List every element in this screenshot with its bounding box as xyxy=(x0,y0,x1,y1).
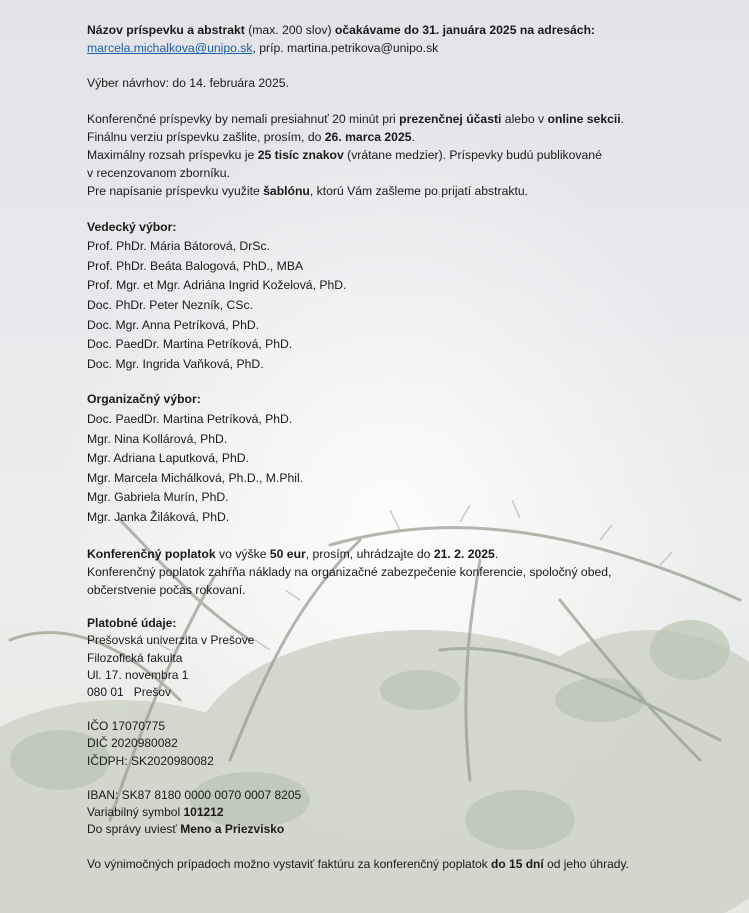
text: . xyxy=(411,129,415,144)
scientific-committee xyxy=(87,218,729,375)
online-section-label: online sekcii xyxy=(547,111,621,126)
proceedings-line: v recenzovanom zborníku. xyxy=(87,166,230,181)
address-line: Prešovská univerzita v Prešove xyxy=(87,633,255,648)
email-petrikova: martina.petrikova@unipo.sk xyxy=(287,41,439,56)
payment-note xyxy=(87,821,729,838)
fee-amount: 50 eur xyxy=(269,546,306,561)
committee-member: Doc. PhDr. Peter Nezník, CSc. xyxy=(87,298,253,312)
committee-member: Prof. Mgr. et Mgr. Adriána Ingrid Koželová, PhD. xyxy=(87,278,347,293)
scientific-committee-heading: Vedecký výbor: xyxy=(87,219,177,234)
email-link-michalkova[interactable]: marcela.michalkova@unipo.sk xyxy=(87,41,253,56)
fee-includes-line-2: občerstvenie počas rokovaní. xyxy=(87,582,246,597)
committee-member: Doc. Mgr. Ingrida Vaňková, PhD. xyxy=(87,356,264,371)
payment-heading: Platobné údaje: xyxy=(87,616,177,631)
committee-member: Mgr. Gabriela Murín, PhD. xyxy=(87,490,229,505)
text: Finálnu verziu príspevku zašlite, prosím, do xyxy=(87,129,325,144)
abstract-deadline-line xyxy=(87,21,729,39)
committee-member: Doc. PaedDr. Martina Petríková, PhD. xyxy=(87,411,293,426)
abstract-deadline: očakávame do 31. januára 2025 na adresách: xyxy=(334,23,596,37)
address-line: Filozofická fakulta xyxy=(87,650,183,665)
text: Konferenčné príspevky by nemali presiahnuť 20 minút pri xyxy=(87,111,400,126)
text: alebo v xyxy=(501,111,548,126)
committee-member: Mgr. Janka Žiláková, PhD. xyxy=(87,509,230,524)
variable-symbol xyxy=(87,804,729,821)
text: Maximálny rozsah príspevku je xyxy=(87,148,258,163)
fee-line xyxy=(87,545,729,563)
committee-member: Doc. Mgr. Anna Petríková, PhD. xyxy=(87,317,260,332)
company-id: IČO 17070775 xyxy=(87,719,166,734)
text: , prosím, uhrádzajte do xyxy=(305,546,434,561)
vat-id: IČDPH: SK2020980082 xyxy=(87,753,214,768)
text: Pre napísanie príspevku využite xyxy=(87,184,264,199)
payment-details xyxy=(87,615,729,838)
payment-note-value: Meno a Priezvisko xyxy=(180,822,285,837)
invoice-note xyxy=(87,855,729,873)
fee-label: Konferenčný poplatok xyxy=(87,546,216,561)
selection-deadline: Výber návrhov: do 14. februára 2025. xyxy=(87,76,289,91)
email-separator: , príp. xyxy=(252,41,288,56)
final-version-line xyxy=(87,128,729,146)
organizing-committee xyxy=(87,390,729,527)
tax-id: DIČ 2020980082 xyxy=(87,736,178,751)
text: vo výške xyxy=(215,546,270,561)
text: (vrátane medzier). Príspevky budú publikované xyxy=(343,148,602,163)
committee-member: Mgr. Nina Kollárová, PhD. xyxy=(87,431,228,446)
organizing-committee-heading: Organizačný výbor: xyxy=(87,392,201,407)
final-deadline: 26. marca 2025 xyxy=(324,129,412,144)
email-line xyxy=(87,39,729,57)
address-line: Ul. 17. novembra 1 xyxy=(87,667,189,682)
text: Do správy uviesť xyxy=(87,822,181,837)
template-label: šablónu xyxy=(263,184,310,199)
iban: IBAN: SK87 8180 0000 0070 0007 8205 xyxy=(87,787,302,802)
address-line: 080 01 Prešov xyxy=(87,684,172,699)
paper-length-line xyxy=(87,146,729,164)
paper-duration-line xyxy=(87,110,729,128)
committee-member: Doc. PaedDr. Martina Petríková, PhD. xyxy=(87,337,293,352)
template-line xyxy=(87,182,729,200)
text: Vo výnimočných prípadoch možno vystaviť faktúru za konferenčný poplatok xyxy=(87,857,492,872)
word-limit: (max. 200 slov) xyxy=(244,23,335,37)
text: , ktorú Vám zašleme po prijatí abstraktu. xyxy=(309,184,528,199)
text: od jeho úhrady. xyxy=(543,857,629,872)
committee-member: Prof. PhDr. Mária Bátorová, DrSc. xyxy=(87,239,270,254)
committee-member: Prof. PhDr. Beáta Balogová, PhD., MBA xyxy=(87,258,304,273)
max-length: 25 tisíc znakov xyxy=(257,148,344,163)
text: Variabilný symbol xyxy=(87,804,184,819)
fee-includes-line: Konferenčný poplatok zahŕňa náklady na organizačné zabezpečenie konferencie, spoločný obed, xyxy=(87,564,612,579)
text: . xyxy=(494,546,499,561)
text: . xyxy=(620,111,625,126)
committee-member: Mgr. Adriana Laputková, PhD. xyxy=(87,451,249,466)
invoice-deadline: do 15 dní xyxy=(491,857,544,872)
conference-info-document xyxy=(87,21,729,874)
abstract-label: Názov príspevku a abstrakt xyxy=(87,23,245,37)
fee-deadline: 21. 2. 2025 xyxy=(433,546,495,561)
variable-symbol-value: 101212 xyxy=(183,804,224,819)
committee-member: Mgr. Marcela Michálková, Ph.D., M.Phil. xyxy=(87,470,304,485)
in-person-label: prezenčnej účasti xyxy=(399,111,502,126)
